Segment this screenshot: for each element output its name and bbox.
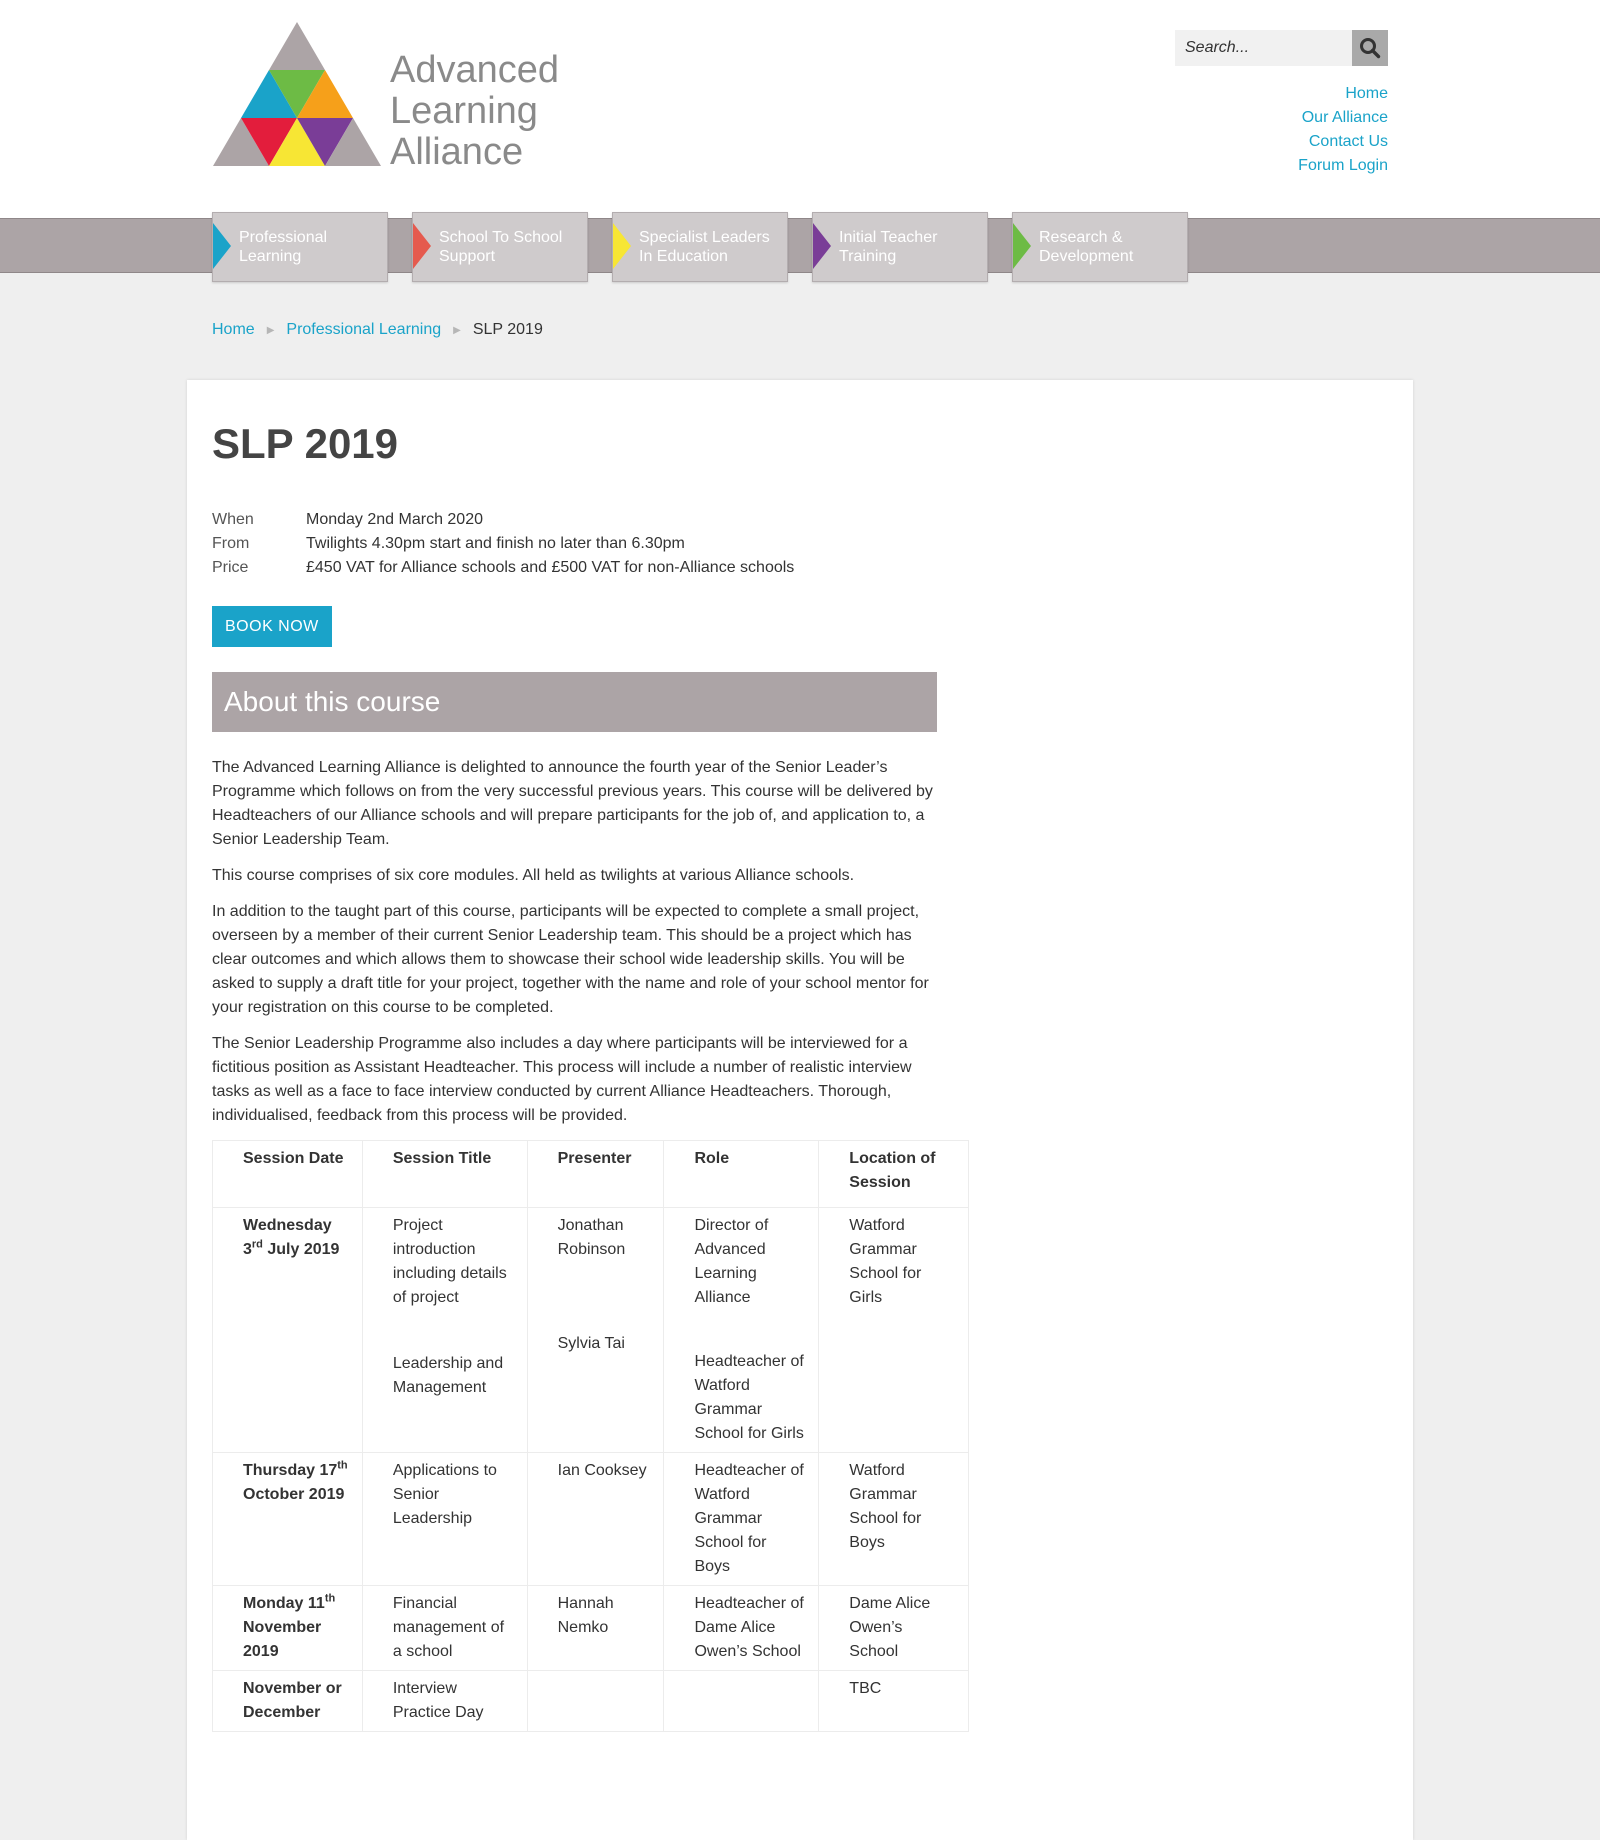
breadcrumb [212,321,543,339]
session-presenter: Hannah Nemko [527,1586,664,1671]
paragraph: The Senior Leadership Programme also includes a day where participants will be interviewed for a fictitious position as Assistant Headteacher. This process will include a number of realistic interview tasks as well as a face to face interview conducted by current Alliance Headteachers. Thorough, individualised, feedback from this process will be provided. [212,1035,912,1124]
session-location: TBC [819,1671,969,1732]
column-header: Location of Session [819,1141,969,1208]
date-suffix: th [324,1592,336,1605]
toplink-forum-login[interactable]: Forum Login [1298,157,1388,174]
course-meta [212,508,794,580]
date-suffix: rd [251,1238,263,1251]
book-now-button[interactable]: BOOK NOW [212,606,332,647]
page-title: SLP 2019 [212,420,399,467]
nav-tab-label: Specialist Leaders In Education [639,229,770,265]
session-role [664,1671,819,1732]
session-location: Watford Grammar School for Girls [819,1208,969,1453]
meta-value: Monday 2nd March 2020 [306,511,483,528]
nav-marker-icon [1013,223,1031,269]
paragraph: In addition to the taught part of this course, participants will be expected to complete a small project, overseen by a member of their current Senior Leadership team. This should be a project which has clear outcomes and which allows them to showcase their school wide leadership skills. You will be asked to supply a draft title for your project, together with the name and role of your school mentor for your registration on this course to be completed. [212,903,929,1016]
table-header-row [213,1141,969,1208]
date-text: Wednesday 3 [243,1217,332,1258]
nav-tab-initial-teacher-training[interactable] [812,212,988,282]
table-row [213,1586,969,1671]
date-text: November 2019 [243,1619,322,1660]
meta-when [212,508,794,532]
table-row [213,1453,969,1586]
nav-marker-icon [413,223,431,269]
session-title-text: Leadership and Management [392,1355,504,1396]
toplink-our-alliance[interactable]: Our Alliance [1301,109,1388,126]
nav-marker-icon [813,223,831,269]
logo-wordmark [390,50,559,173]
meta-price [212,556,794,580]
session-date [213,1208,363,1453]
search-input[interactable] [1175,30,1355,66]
toplink-home[interactable]: Home [1345,85,1388,102]
session-location: Dame Alice Owen’s School [819,1586,969,1671]
presenter-name: Sylvia Tai [557,1335,625,1352]
breadcrumb-professional-learning[interactable]: Professional Learning [286,321,442,338]
nav-tab-research-development[interactable] [1012,212,1188,282]
toplink-contact-us[interactable]: Contact Us [1308,133,1388,150]
utility-nav [1298,82,1388,178]
paragraph: The Advanced Learning Alliance is delighted to announce the fourth year of the Senior Leader’s Programme which follows on from the very successful previous years. This course will be delivered by Headteachers of our Alliance schools and will prepare participants for the job of, and application to, a Senior Leadership Team. [212,759,933,848]
logo-line-1: Advanced [390,49,560,91]
session-title: Financial management of a school [362,1586,527,1671]
session-title: Interview Practice Day [362,1671,527,1732]
breadcrumb-separator-icon: ▶ [266,324,275,336]
nav-tab-professional-learning[interactable] [212,212,388,282]
breadcrumb-separator-icon: ▶ [453,324,461,336]
nav-marker-icon [613,223,631,269]
table-row [213,1208,969,1453]
session-presenter [527,1671,664,1732]
column-header: Session Date [213,1141,363,1208]
column-header: Presenter [527,1141,664,1208]
session-date [213,1453,363,1586]
nav-marker-icon [213,223,231,269]
meta-from [212,532,794,556]
session-role [664,1208,819,1453]
date-text: July 2019 [262,1241,340,1258]
date-suffix: th [337,1459,348,1472]
nav-tab-label: Initial Teacher Training [839,229,938,265]
session-title [362,1208,527,1453]
role-text: Director of Advanced Learning Alliance [694,1217,769,1306]
meta-label: Price [212,559,249,576]
meta-label: From [212,535,250,552]
column-header: Role [664,1141,819,1208]
search-icon [1359,37,1381,59]
session-location: Watford Grammar School for Boys [819,1453,969,1586]
breadcrumb-current: SLP 2019 [472,321,543,338]
session-title: Applications to Senior Leadership [362,1453,527,1586]
logo-line-3: Alliance [390,131,524,173]
meta-value: Twilights 4.30pm start and finish no later than 6.30pm [306,535,685,552]
nav-tab-label: Research & Development [1039,229,1134,265]
table-row [213,1671,969,1732]
nav-tab-specialist-leaders[interactable] [612,212,788,282]
date-text: Thursday 17 [243,1462,338,1479]
nav-tab-school-to-school-support[interactable] [412,212,588,282]
about-heading: About this course [212,672,937,732]
content-card [187,380,1413,1840]
presenter-name: Jonathan Robinson [557,1217,626,1258]
session-role: Headteacher of Dame Alice Owen’s School [664,1586,819,1671]
site-header [0,0,1600,218]
column-header: Session Title [362,1141,527,1208]
role-text: Headteacher of Watford Grammar School for Girls [694,1353,804,1442]
session-date: November or December [213,1671,363,1732]
triangle-logo-icon [212,20,382,170]
site-logo[interactable] [212,20,562,172]
logo-line-2: Learning [390,90,538,132]
search-button[interactable] [1352,30,1388,66]
session-presenter [527,1208,664,1453]
session-date [213,1586,363,1671]
session-role: Headteacher of Watford Grammar School for Boys [664,1453,819,1586]
breadcrumb-home[interactable]: Home [212,321,255,338]
paragraph: This course comprises of six core modules. All held as twilights at various Alliance schools. [212,867,855,884]
nav-tab-label: Professional Learning [239,229,328,265]
sessions-table [212,1140,969,1732]
nav-tab-label: School To School Support [439,229,563,265]
session-title-text: Project introduction including details of project [392,1217,507,1306]
session-presenter: Ian Cooksey [527,1453,664,1586]
search-box [1175,30,1388,66]
date-text: October 2019 [243,1486,345,1503]
course-description [212,756,944,1140]
meta-value: £450 VAT for Alliance schools and £500 VAT for non-Alliance schools [306,559,795,576]
date-text: Monday 11 [243,1595,325,1612]
meta-label: When [212,511,254,528]
